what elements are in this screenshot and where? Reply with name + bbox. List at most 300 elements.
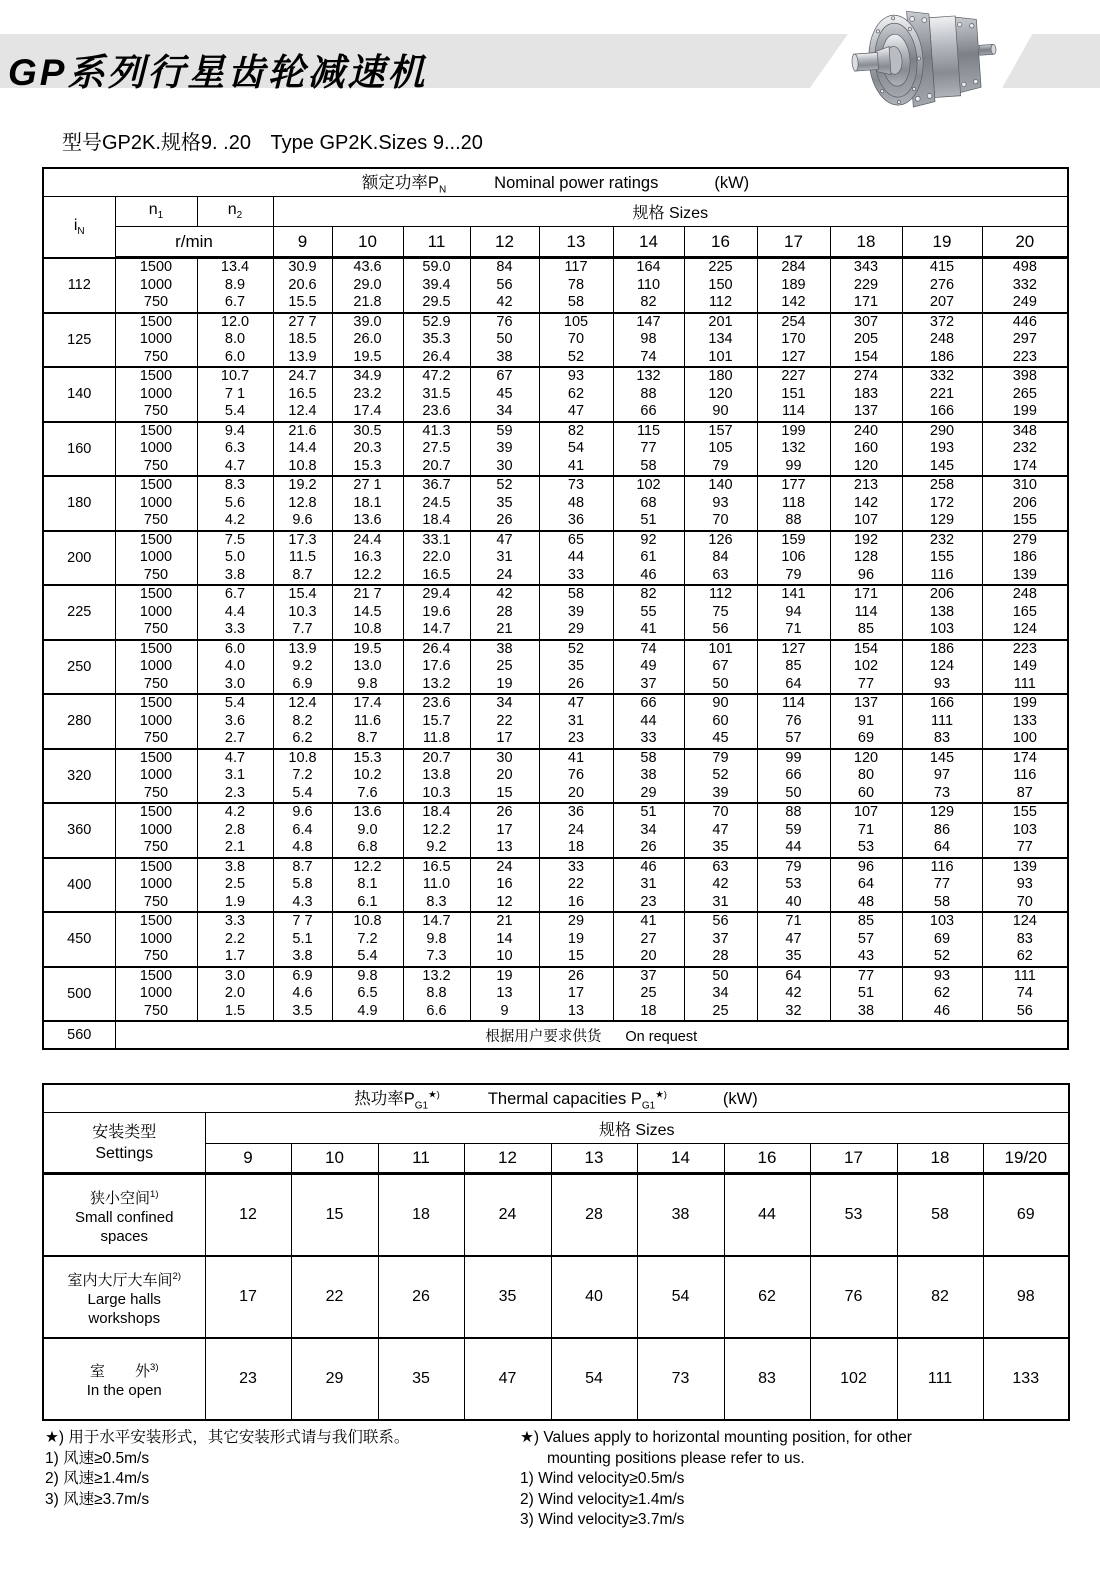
size-column-header: 18 bbox=[897, 1144, 983, 1174]
footnote-line: ★) Values apply to horizontal mounting position, for other bbox=[520, 1429, 912, 1446]
value-cell: 1500 1000 750 bbox=[115, 258, 197, 313]
footnote-line: mounting positions please refer to us. bbox=[547, 1449, 805, 1467]
value-cell: 92 61 46 bbox=[613, 531, 684, 586]
value-cell: 12.2 8.1 6.1 bbox=[332, 858, 403, 913]
value-cell: 7.5 5.0 3.8 bbox=[197, 531, 273, 586]
value-cell: 90 60 45 bbox=[684, 694, 757, 749]
size-column-header: 17 bbox=[810, 1144, 897, 1174]
size-column-header: 10 bbox=[332, 227, 403, 258]
value-cell: 6.0 4.0 3.0 bbox=[197, 640, 273, 695]
value-cell: 51 34 26 bbox=[613, 803, 684, 858]
setting-label-en: Small confined bbox=[75, 1208, 174, 1226]
value-cell: 96 64 48 bbox=[830, 858, 902, 913]
value-cell: 53 bbox=[810, 1174, 897, 1257]
value-cell: 115 77 58 bbox=[613, 422, 684, 477]
on-request-cell bbox=[115, 1021, 1068, 1049]
value-cell: 17.4 11.6 8.7 bbox=[332, 694, 403, 749]
value-cell: 1500 1000 750 bbox=[115, 912, 197, 967]
value-cell: 82 54 41 bbox=[539, 422, 613, 477]
value-cell: 54 bbox=[551, 1338, 637, 1420]
value-cell: 43.6 29.0 21.8 bbox=[332, 258, 403, 313]
value-cell: 248 165 124 bbox=[982, 585, 1068, 640]
value-cell: 23.6 15.7 11.8 bbox=[403, 694, 470, 749]
thermal-title-unit: (kW) bbox=[722, 1090, 758, 1109]
ratio-cell: 250 bbox=[43, 640, 115, 695]
value-cell: 12.4 8.2 6.2 bbox=[273, 694, 332, 749]
col-header-n1: $n_1$ bbox=[115, 197, 197, 227]
value-cell: 28 bbox=[551, 1174, 637, 1257]
rpm-header: r/min bbox=[115, 227, 273, 258]
ratio-cell: 125 bbox=[43, 313, 115, 368]
value-cell: 274 183 137 bbox=[830, 367, 902, 422]
value-cell: 13.4 8.9 6.7 bbox=[197, 258, 273, 313]
power-table-group-row bbox=[43, 912, 1068, 967]
value-cell: 140 93 70 bbox=[684, 476, 757, 531]
value-cell: 17 bbox=[205, 1256, 291, 1338]
value-cell: 17.3 11.5 8.7 bbox=[273, 531, 332, 586]
ratio-cell: 160 bbox=[43, 422, 115, 477]
value-cell: 133 bbox=[983, 1338, 1069, 1420]
value-cell: 13.6 9.0 6.8 bbox=[332, 803, 403, 858]
value-cell: 26 bbox=[378, 1256, 464, 1338]
value-cell: 186 124 93 bbox=[902, 640, 982, 695]
value-cell: 8.7 5.8 4.3 bbox=[273, 858, 332, 913]
size-column-header: 11 bbox=[378, 1144, 464, 1174]
value-cell: 21.6 14.4 10.8 bbox=[273, 422, 332, 477]
value-cell: 69 bbox=[983, 1174, 1069, 1257]
thermal-table-row bbox=[43, 1256, 1069, 1338]
value-cell: 18 bbox=[378, 1174, 464, 1257]
setting-label-en: In the open bbox=[86, 1382, 162, 1399]
value-cell: 124 83 62 bbox=[982, 912, 1068, 967]
subtitle-en: Type GP2K.Sizes 9...20 bbox=[270, 132, 483, 154]
value-cell: 1500 1000 750 bbox=[115, 367, 197, 422]
power-title-unit: (kW) bbox=[714, 174, 750, 193]
setting-label-cell bbox=[43, 1174, 205, 1257]
size-column-header: 18 bbox=[830, 227, 902, 258]
value-cell: 77 51 38 bbox=[830, 967, 902, 1022]
thermal-table-title bbox=[43, 1084, 1069, 1113]
size-column-header: 12 bbox=[470, 227, 539, 258]
footnote-line: ★) 用于水平安装形式，其它安装形式请与我们联系。 bbox=[45, 1429, 410, 1446]
value-cell: 206 138 103 bbox=[902, 585, 982, 640]
value-cell: 10.8 7.2 5.4 bbox=[273, 749, 332, 804]
power-title-cn: 额定功率$P_N$ bbox=[361, 174, 447, 196]
size-column-header: 19/20 bbox=[983, 1144, 1069, 1174]
value-cell: 35 bbox=[464, 1256, 551, 1338]
value-cell: 240 160 120 bbox=[830, 422, 902, 477]
value-cell: 35 bbox=[378, 1338, 464, 1420]
value-cell: 19.2 12.8 9.6 bbox=[273, 476, 332, 531]
value-cell: 111 74 56 bbox=[982, 967, 1068, 1022]
ratio-cell: 450 bbox=[43, 912, 115, 967]
value-cell: 446 297 223 bbox=[982, 313, 1068, 368]
value-cell: 76 50 38 bbox=[470, 313, 539, 368]
power-table-title bbox=[43, 168, 1068, 197]
setting-label-cn: 室内大厅大车间$^{2)}$ bbox=[67, 1270, 181, 1289]
value-cell: 9.6 6.4 4.8 bbox=[273, 803, 332, 858]
value-cell: 4.2 2.8 2.1 bbox=[197, 803, 273, 858]
value-cell: 36.7 24.5 18.4 bbox=[403, 476, 470, 531]
ratio-cell: 400 bbox=[43, 858, 115, 913]
value-cell: 29 19 15 bbox=[539, 912, 613, 967]
size-column-header: 12 bbox=[464, 1144, 551, 1174]
value-cell: 41 76 20 bbox=[539, 749, 613, 804]
power-table-group-row bbox=[43, 367, 1068, 422]
value-cell: 16.5 11.0 8.3 bbox=[403, 858, 470, 913]
value-cell: 67 45 34 bbox=[470, 367, 539, 422]
value-cell: 27 1 18.1 13.6 bbox=[332, 476, 403, 531]
setting-label-en: spaces bbox=[100, 1227, 149, 1245]
value-cell: 10.8 7.2 5.4 bbox=[332, 912, 403, 967]
value-cell: 310 206 155 bbox=[982, 476, 1068, 531]
setting-label-en: workshops bbox=[88, 1309, 161, 1327]
value-cell: 98 bbox=[983, 1256, 1069, 1338]
value-cell: 372 248 186 bbox=[902, 313, 982, 368]
value-cell: 139 93 70 bbox=[982, 858, 1068, 913]
header-banner-right bbox=[1002, 34, 1100, 88]
value-cell: 36 24 18 bbox=[539, 803, 613, 858]
value-cell: 33.1 22.0 16.5 bbox=[403, 531, 470, 586]
sizes-group-header: 规格 Sizes bbox=[205, 1113, 1069, 1144]
power-title-en: Nominal power ratings bbox=[494, 174, 659, 193]
footnote-line: 3) Wind velocity≥3.7m/s bbox=[520, 1511, 685, 1528]
ratio-cell: 140 bbox=[43, 367, 115, 422]
value-cell: 73 48 36 bbox=[539, 476, 613, 531]
value-cell: 102 bbox=[810, 1338, 897, 1420]
value-cell: 44 bbox=[724, 1174, 810, 1257]
footnote-line: 2) 风速≥1.4m/s bbox=[45, 1470, 150, 1487]
value-cell: 1500 1000 750 bbox=[115, 967, 197, 1022]
value-cell: 116 77 58 bbox=[902, 858, 982, 913]
value-cell: 29 bbox=[291, 1338, 378, 1420]
value-cell: 3.0 2.0 1.5 bbox=[197, 967, 273, 1022]
footnotes-en bbox=[520, 1428, 1050, 1531]
value-cell: 6.9 4.6 3.5 bbox=[273, 967, 332, 1022]
value-cell: 70 47 35 bbox=[684, 803, 757, 858]
value-cell: 38 bbox=[637, 1174, 724, 1257]
value-cell: 47 31 23 bbox=[539, 694, 613, 749]
size-column-header: 19 bbox=[902, 227, 982, 258]
value-cell: 6.7 4.4 3.3 bbox=[197, 585, 273, 640]
on-request-text-en: On request bbox=[625, 1028, 698, 1045]
size-column-header: 14 bbox=[613, 227, 684, 258]
ratio-cell: 500 bbox=[43, 967, 115, 1022]
power-table-group-row bbox=[43, 640, 1068, 695]
setting-footnote-mark: 3) bbox=[150, 1362, 159, 1373]
setting-label-cell bbox=[43, 1338, 205, 1420]
value-cell: 58 bbox=[897, 1174, 983, 1257]
value-cell: 199 132 99 bbox=[757, 422, 830, 477]
value-cell: 4.7 3.1 2.3 bbox=[197, 749, 273, 804]
value-cell: 52 35 26 bbox=[470, 476, 539, 531]
value-cell: 19 13 9 bbox=[470, 967, 539, 1022]
value-cell: 38 25 19 bbox=[470, 640, 539, 695]
sizes-group-header: 规格 Sizes bbox=[273, 197, 1068, 227]
value-cell: 147 98 74 bbox=[613, 313, 684, 368]
value-cell: 213 142 107 bbox=[830, 476, 902, 531]
value-cell: 498 332 249 bbox=[982, 258, 1068, 313]
value-cell: 21 14 10 bbox=[470, 912, 539, 967]
value-cell: 1500 1000 750 bbox=[115, 694, 197, 749]
footnote-line: 1) 风速≥0.5m/s bbox=[45, 1449, 150, 1467]
value-cell: 137 91 69 bbox=[830, 694, 902, 749]
value-cell: 88 59 44 bbox=[757, 803, 830, 858]
setting-label-cn: 室 外$^{3)}$ bbox=[90, 1362, 159, 1380]
value-cell: 39.0 26.0 19.5 bbox=[332, 313, 403, 368]
value-cell: 62 bbox=[724, 1256, 810, 1338]
size-column-header: 13 bbox=[539, 227, 613, 258]
value-cell: 29.4 19.6 14.7 bbox=[403, 585, 470, 640]
size-column-header: 14 bbox=[637, 1144, 724, 1174]
value-cell: 307 205 154 bbox=[830, 313, 902, 368]
value-cell: 1500 1000 750 bbox=[115, 585, 197, 640]
value-cell: 1500 1000 750 bbox=[115, 640, 197, 695]
value-cell: 1500 1000 750 bbox=[115, 422, 197, 477]
value-cell: 111 bbox=[897, 1338, 983, 1420]
value-cell: 117 78 58 bbox=[539, 258, 613, 313]
value-cell: 120 80 60 bbox=[830, 749, 902, 804]
value-cell: 21 7 14.5 10.8 bbox=[332, 585, 403, 640]
value-cell: 20.7 13.8 10.3 bbox=[403, 749, 470, 804]
value-cell: 46 31 23 bbox=[613, 858, 684, 913]
value-cell: 332 221 166 bbox=[902, 367, 982, 422]
value-cell: 82 55 41 bbox=[613, 585, 684, 640]
value-cell: 166 111 83 bbox=[902, 694, 982, 749]
thermal-title-cn: 热功率$P_{G1}^{★)}$ bbox=[354, 1089, 440, 1112]
value-cell: 201 134 101 bbox=[684, 313, 757, 368]
page-title: GP系列行星齿轮减速机 bbox=[8, 52, 428, 93]
value-cell: 24.4 16.3 12.2 bbox=[332, 531, 403, 586]
value-cell: 84 56 42 bbox=[470, 258, 539, 313]
value-cell: 7 7 5.1 3.8 bbox=[273, 912, 332, 967]
power-table-group-row bbox=[43, 749, 1068, 804]
ratio-cell: 200 bbox=[43, 531, 115, 586]
ratio-cell: 320 bbox=[43, 749, 115, 804]
power-table-group-row bbox=[43, 313, 1068, 368]
value-cell: 290 193 145 bbox=[902, 422, 982, 477]
value-cell: 171 114 85 bbox=[830, 585, 902, 640]
value-cell: 30 20 15 bbox=[470, 749, 539, 804]
value-cell: 1500 1000 750 bbox=[115, 531, 197, 586]
ratio-cell: 112 bbox=[43, 258, 115, 313]
size-column-header: 11 bbox=[403, 227, 470, 258]
power-table-group-row bbox=[43, 803, 1068, 858]
value-cell: 180 120 90 bbox=[684, 367, 757, 422]
value-cell: 10.7 7 1 5.4 bbox=[197, 367, 273, 422]
col-header-in: $i_N$ bbox=[43, 197, 115, 258]
power-table-group-row bbox=[43, 422, 1068, 477]
value-cell: 159 106 79 bbox=[757, 531, 830, 586]
value-cell: 15.3 10.2 7.6 bbox=[332, 749, 403, 804]
ratio-cell: 360 bbox=[43, 803, 115, 858]
value-cell: 132 88 66 bbox=[613, 367, 684, 422]
value-cell: 63 42 31 bbox=[684, 858, 757, 913]
power-table-body bbox=[43, 258, 1068, 1050]
value-cell: 74 49 37 bbox=[613, 640, 684, 695]
value-cell: 5.4 3.6 2.7 bbox=[197, 694, 273, 749]
value-cell: 73 bbox=[637, 1338, 724, 1420]
size-column-header: 13 bbox=[551, 1144, 637, 1174]
value-cell: 192 128 96 bbox=[830, 531, 902, 586]
value-cell: 102 68 51 bbox=[613, 476, 684, 531]
size-column-header: 16 bbox=[724, 1144, 810, 1174]
value-cell: 114 76 57 bbox=[757, 694, 830, 749]
value-cell: 33 22 16 bbox=[539, 858, 613, 913]
value-cell: 27 7 18.5 13.9 bbox=[273, 313, 332, 368]
value-cell: 254 170 127 bbox=[757, 313, 830, 368]
value-cell: 177 118 88 bbox=[757, 476, 830, 531]
value-cell: 58 39 29 bbox=[539, 585, 613, 640]
setting-label-cn: 狭小空间$^{1)}$ bbox=[90, 1188, 159, 1207]
size-column-header: 17 bbox=[757, 227, 830, 258]
value-cell: 37 25 18 bbox=[613, 967, 684, 1022]
value-cell: 47 bbox=[464, 1338, 551, 1420]
value-cell: 3.3 2.2 1.7 bbox=[197, 912, 273, 967]
value-cell: 3.8 2.5 1.9 bbox=[197, 858, 273, 913]
power-table-group-row bbox=[43, 967, 1068, 1022]
ratio-cell: 225 bbox=[43, 585, 115, 640]
value-cell: 232 155 116 bbox=[902, 531, 982, 586]
value-cell: 52 35 26 bbox=[539, 640, 613, 695]
value-cell: 174 116 87 bbox=[982, 749, 1068, 804]
value-cell: 52.9 35.3 26.4 bbox=[403, 313, 470, 368]
value-cell: 24.7 16.5 12.4 bbox=[273, 367, 332, 422]
value-cell: 40 bbox=[551, 1256, 637, 1338]
power-table bbox=[42, 167, 1069, 1050]
value-cell: 9.4 6.3 4.7 bbox=[197, 422, 273, 477]
value-cell: 1500 1000 750 bbox=[115, 858, 197, 913]
value-cell: 24 bbox=[464, 1174, 551, 1257]
value-cell: 24 16 12 bbox=[470, 858, 539, 913]
value-cell: 41 27 20 bbox=[613, 912, 684, 967]
value-cell: 127 85 64 bbox=[757, 640, 830, 695]
value-cell: 154 102 77 bbox=[830, 640, 902, 695]
value-cell: 348 232 174 bbox=[982, 422, 1068, 477]
power-table-group-row bbox=[43, 694, 1068, 749]
value-cell: 145 97 73 bbox=[902, 749, 982, 804]
value-cell: 398 265 199 bbox=[982, 367, 1068, 422]
value-cell: 26 17 13 bbox=[470, 803, 539, 858]
thermal-table bbox=[42, 1083, 1070, 1421]
col-header-n2: $n_2$ bbox=[197, 197, 273, 227]
value-cell: 343 229 171 bbox=[830, 258, 902, 313]
value-cell: 47.2 31.5 23.6 bbox=[403, 367, 470, 422]
value-cell: 13.2 8.8 6.6 bbox=[403, 967, 470, 1022]
value-cell: 129 86 64 bbox=[902, 803, 982, 858]
value-cell: 126 84 63 bbox=[684, 531, 757, 586]
value-cell: 71 47 35 bbox=[757, 912, 830, 967]
value-cell: 155 103 77 bbox=[982, 803, 1068, 858]
setting-footnote-mark: 1) bbox=[150, 1188, 159, 1200]
power-table-group-row bbox=[43, 476, 1068, 531]
value-cell: 79 52 39 bbox=[684, 749, 757, 804]
value-cell: 41.3 27.5 20.7 bbox=[403, 422, 470, 477]
value-cell: 59.0 39.4 29.5 bbox=[403, 258, 470, 313]
setting-footnote-mark: 2) bbox=[172, 1270, 181, 1282]
value-cell: 284 189 142 bbox=[757, 258, 830, 313]
value-cell: 1500 1000 750 bbox=[115, 313, 197, 368]
value-cell: 112 75 56 bbox=[684, 585, 757, 640]
size-column-header: 9 bbox=[205, 1144, 291, 1174]
ratio-cell: 280 bbox=[43, 694, 115, 749]
footnotes-cn bbox=[45, 1428, 495, 1510]
value-cell: 107 71 53 bbox=[830, 803, 902, 858]
subtitle bbox=[62, 126, 483, 155]
value-cell: 415 276 207 bbox=[902, 258, 982, 313]
value-cell: 42 28 21 bbox=[470, 585, 539, 640]
size-column-header: 16 bbox=[684, 227, 757, 258]
value-cell: 85 57 43 bbox=[830, 912, 902, 967]
value-cell: 79 53 40 bbox=[757, 858, 830, 913]
value-cell: 54 bbox=[637, 1256, 724, 1338]
value-cell: 103 69 52 bbox=[902, 912, 982, 967]
footnote-line: 3) 风速≥3.7m/s bbox=[45, 1490, 150, 1508]
thermal-table-row bbox=[43, 1174, 1069, 1257]
value-cell: 66 44 33 bbox=[613, 694, 684, 749]
value-cell: 23 bbox=[205, 1338, 291, 1420]
value-cell: 225 150 112 bbox=[684, 258, 757, 313]
thermal-title-en: Thermal capacities $P_{G1}^{★)}$ bbox=[487, 1089, 667, 1112]
value-cell: 9.8 6.5 4.9 bbox=[332, 967, 403, 1022]
power-table-group-row bbox=[43, 258, 1068, 313]
value-cell: 93 62 47 bbox=[539, 367, 613, 422]
value-cell: 15 bbox=[291, 1174, 378, 1257]
value-cell: 64 42 32 bbox=[757, 967, 830, 1022]
thermal-table-row bbox=[43, 1338, 1069, 1420]
value-cell: 223 149 111 bbox=[982, 640, 1068, 695]
value-cell: 227 151 114 bbox=[757, 367, 830, 422]
value-cell: 1500 1000 750 bbox=[115, 803, 197, 858]
value-cell: 93 62 46 bbox=[902, 967, 982, 1022]
value-cell: 58 38 29 bbox=[613, 749, 684, 804]
on-request-text-cn: 根据用户要求供货 bbox=[485, 1028, 602, 1045]
setting-label-en: Large halls bbox=[87, 1290, 161, 1308]
value-cell: 15.4 10.3 7.7 bbox=[273, 585, 332, 640]
ratio-cell: 560 bbox=[43, 1021, 115, 1049]
value-cell: 199 133 100 bbox=[982, 694, 1068, 749]
size-column-header: 10 bbox=[291, 1144, 378, 1174]
power-table-group-row bbox=[43, 858, 1068, 913]
power-table-onrequest-row bbox=[43, 1021, 1068, 1049]
value-cell: 99 66 50 bbox=[757, 749, 830, 804]
value-cell: 34 22 17 bbox=[470, 694, 539, 749]
size-column-header: 20 bbox=[982, 227, 1068, 258]
value-cell: 76 bbox=[810, 1256, 897, 1338]
value-cell: 26.4 17.6 13.2 bbox=[403, 640, 470, 695]
value-cell: 101 67 50 bbox=[684, 640, 757, 695]
value-cell: 1500 1000 750 bbox=[115, 749, 197, 804]
value-cell: 279 186 139 bbox=[982, 531, 1068, 586]
power-table-group-row bbox=[43, 531, 1068, 586]
value-cell: 12.0 8.0 6.0 bbox=[197, 313, 273, 368]
value-cell: 30.5 20.3 15.3 bbox=[332, 422, 403, 477]
value-cell: 164 110 82 bbox=[613, 258, 684, 313]
value-cell: 1500 1000 750 bbox=[115, 476, 197, 531]
value-cell: 82 bbox=[897, 1256, 983, 1338]
value-cell: 50 34 25 bbox=[684, 967, 757, 1022]
value-cell: 12 bbox=[205, 1174, 291, 1257]
size-column-header: 9 bbox=[273, 227, 332, 258]
value-cell: 22 bbox=[291, 1256, 378, 1338]
value-cell: 141 94 71 bbox=[757, 585, 830, 640]
value-cell: 105 70 52 bbox=[539, 313, 613, 368]
thermal-table-body bbox=[43, 1174, 1069, 1421]
gearbox-product-image bbox=[850, 4, 1005, 114]
value-cell: 30.9 20.6 15.5 bbox=[273, 258, 332, 313]
settings-header: 安装类型 Settings bbox=[43, 1113, 205, 1174]
value-cell: 18.4 12.2 9.2 bbox=[403, 803, 470, 858]
